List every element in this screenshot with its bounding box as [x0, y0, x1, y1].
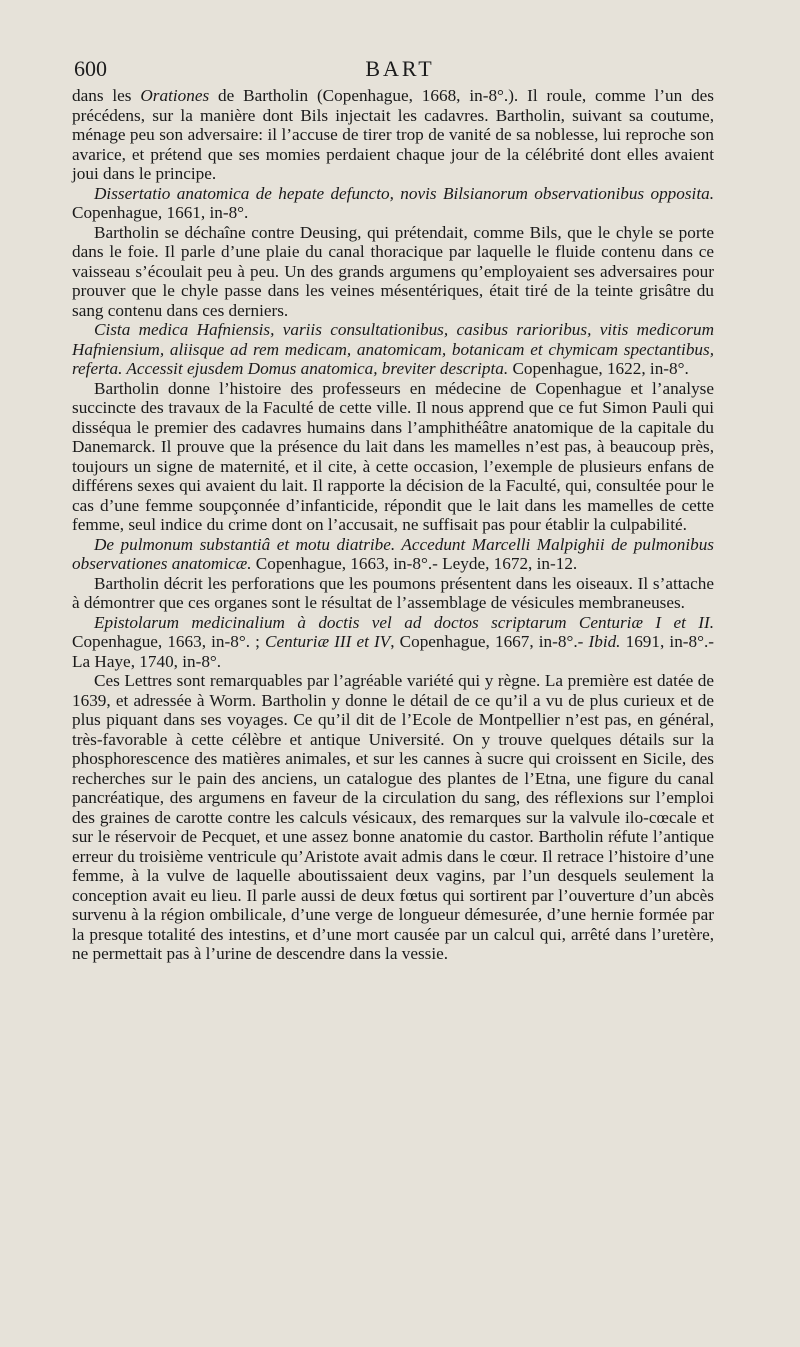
- text-run: Bartholin décrit les perforations que les poumons présentent dans les oiseaux. Il s’attache à démontrer que ces organes sont le résultat de l’assemblage de vésicules membraneuses.: [72, 573, 714, 612]
- paragraph: [72, 574, 714, 613]
- text-run: de Bartholin (Copenhague, 1668, in-8°.). Il roule, comme l’un des précédens, sur la manière dont Bils injectait les cadavres. Bartholin, suivant sa coutume, ménage peu son adversaire: il l’accuse de tirer trop de vanité de sa noblesse, lui reproche son avarice, et prétend que ses momies perdaient chaque jour de la célébrité dont elles avaient joui dans le principe.: [72, 86, 714, 183]
- text-run: Bartholin donne l’histoire des professeurs en médecine de Copenhague et l’analyse succincte des travaux de la Faculté de cette ville. Il nous apprend que ce fut Simon Pauli qui disséqua le premier des cadavres humains dans l’amphithéâtre anatomique de la capitale du Danemarck. Il prouve que la présence du lait dans les mamelles n’est pas, à beaucoup près, toujours un signe de maternité, et il cite, à cette occasion, l’exemple de plusieurs enfans de différens sexes qui avaient du lait. Il rapporte la décision de la Faculté, qui, consultée pour le cas d’une femme soupçonnée d’infanticide, répondit que le lait dans les mamelles de cette femme, seul indice du crime dont on l’accusait, ne suffisait pas pour établir la culpabilité.: [72, 378, 714, 534]
- text-run: Copenhague, 1663, in-8°.- Leyde, 1672, in-12.: [251, 554, 578, 573]
- italic-title-text: Epistolarum medicinalium à doctis vel ad doctos scriptarum Centuriæ I et II.: [94, 612, 714, 632]
- text-run: dans les: [72, 86, 141, 105]
- running-head: BART: [365, 56, 435, 81]
- paragraph: [72, 379, 714, 535]
- text-run: Copenhague, 1661, in-8°.: [72, 203, 249, 222]
- italic-title-text: Centuriæ III et IV: [265, 632, 391, 651]
- paragraph: [72, 671, 714, 964]
- body-text: [72, 86, 714, 964]
- italic-title-text: Orationes: [140, 86, 210, 105]
- text-run: Copenhague, 1663, in-8°. ;: [72, 632, 266, 651]
- italic-title-text: Cista medica Hafniensis, variis consultationibus, casibus rarioribus, vitis medicorum Hafniensium, aliisque ad rem medicam, anatomicam, botanicam et chymicam spectantibus, referta. Accessit ejusdem Domus anatomica, breviter descripta.: [72, 320, 714, 378]
- text-run: , Copenhague, 1667, in-8°.-: [390, 632, 589, 651]
- text-run: 1691, in-8°.- La Haye, 1740, in-8°.: [72, 632, 714, 671]
- text-run: Ces Lettres sont remarquables par l’agréable variété qui y règne. La première est datée de 1639, et adressée à Worm. Bartholin y donne le détail de ce qu’il a vu de plus curieux et de plus piquant dans ses voyages. Ce qu’il dit de l’Ecole de Montpellier n’est pas, en général, très-favorable à cette célèbre et antique Université. On y trouve quelques détails sur la phosphorescence des matières animales, et sur les cannes à sucre qui croissent en Sicile, des recherches sur le pain des anciens, un catalogue des plantes de l’Etna, une figure du canal pancréatique, des argumens en faveur de la circulation du sang, des réflexions sur l’emploi des graines de carotte contre les calculs vésicaux, des remarques sur la valvule ilo-cœcale et sur le réservoir de Pecquet, et une assez bonne anatomie du castor. Bartholin réfute l’antique erreur du troisième ventricule qu’Aristote avait admis dans le cœur. Il retrace l’histoire d’une femme, à la vulve de laquelle aboutissaient deux vagins, par l’un desquels seulement la conception avait eu lieu. Il parle aussi de deux fœtus qui sortirent par l’ouverture d’un abcès survenu à la région ombilicale, d’une verge de longueur démesurée, d’une hernie formée par la presque totalité des intestins, et d’une mort causée par un calcul qui, arrêté dans l’uretère, ne permettait pas à l’urine de descendre dans la vessie.: [72, 671, 714, 963]
- paragraph: [72, 86, 714, 184]
- italic-title-text: De pulmonum substantiâ et motu diatribe. Accedunt Marcelli Malpighii de pulmonibus observationes anatomicæ.: [72, 534, 714, 573]
- page-number: 600: [74, 56, 107, 81]
- bibliographic-entry: [72, 613, 714, 672]
- text-run: Copenhague, 1622, in-8°.: [508, 359, 689, 378]
- text-run: Bartholin se déchaîne contre Deusing, qui prétendait, comme Bils, que le chyle se porte dans le foie. Il parle d’une plaie du canal thoracique par laquelle le fluide contenu dans ce vaisseau s’écoulait peu à peu. Un des grands argumens qu’employaient ses adversaires pour prouver que le chyle passe dans les veines mésentériques, était tiré de la teinte grisâtre du sang contenu dans ces derniers.: [72, 222, 714, 320]
- page-header: [74, 56, 726, 84]
- italic-title-text: Dissertatio anatomica de hepate defuncto, novis Bilsianorum observationibus opposita.: [94, 183, 714, 203]
- bibliographic-entry: [72, 320, 714, 379]
- bibliographic-entry: [72, 184, 714, 223]
- bibliographic-entry: [72, 535, 714, 574]
- italic-title-text: Ibid.: [588, 632, 621, 651]
- paragraph: [72, 223, 714, 321]
